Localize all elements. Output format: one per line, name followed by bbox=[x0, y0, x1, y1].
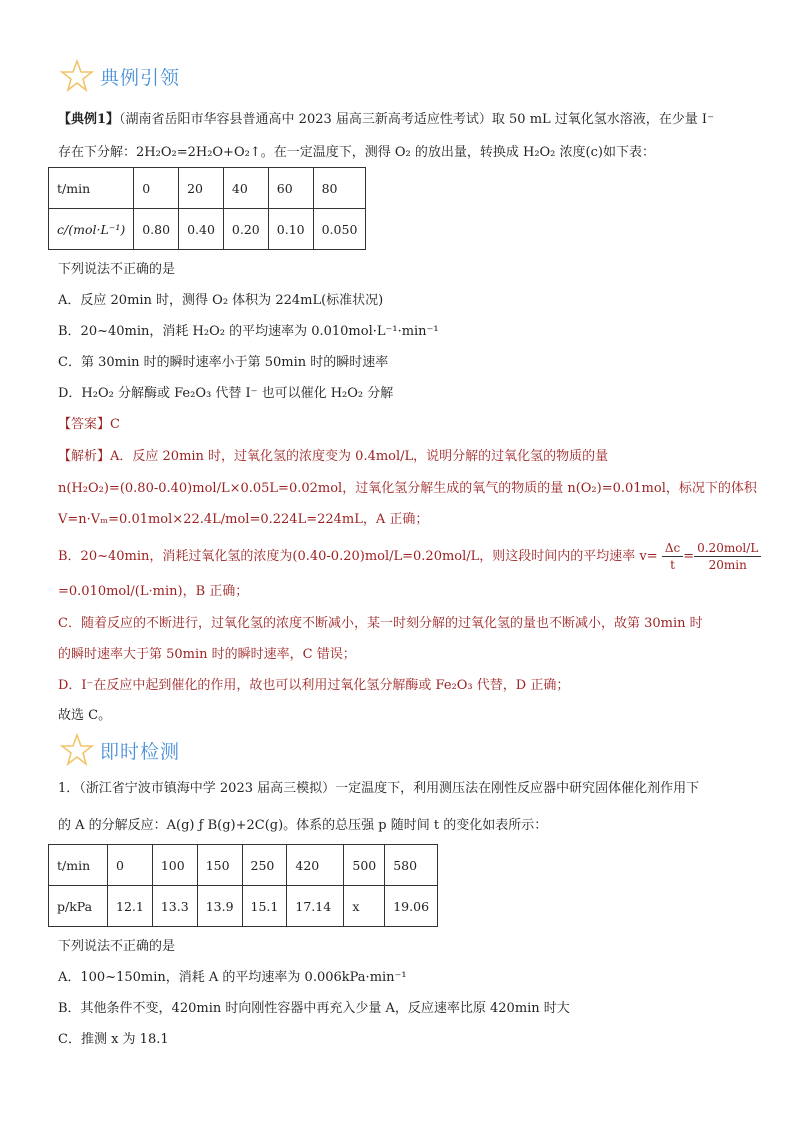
table-cell: 100 bbox=[152, 845, 197, 886]
option-c: C．第 30min 时的瞬时速率小于第 50min 时的瞬时速率 bbox=[58, 355, 389, 370]
table-row bbox=[49, 845, 438, 886]
table-cell: 20 bbox=[179, 168, 224, 209]
fraction-denominator: t bbox=[670, 558, 675, 572]
section-header-check bbox=[60, 730, 180, 770]
table-cell: p/kPa bbox=[49, 886, 108, 927]
option-d: D．H₂O₂ 分解酶或 Fe₂O₃ 代替 I⁻ 也可以催化 H₂O₂ 分解 bbox=[58, 386, 394, 401]
section-title: 典例引领 bbox=[100, 66, 181, 89]
analysis-line: V=n·Vₘ=0.01mol×22.4L/mol=0.224L=224mL，A 正确； bbox=[58, 512, 429, 527]
analysis-line: 【解析】A．反应 20min 时，过氧化氢的浓度变为 0.4mol/L，说明分解的过氧化氢的物质的量 bbox=[58, 449, 609, 464]
example-reaction-line: 存在下分解：2H₂O₂=2H₂O+O₂↑。在一定温度下，测得 O₂ 的放出量，转换成 H₂O₂ 浓度(c)如下表： bbox=[58, 145, 655, 160]
table-cell: 250 bbox=[242, 845, 287, 886]
table-cell: 60 bbox=[268, 168, 313, 209]
table-cell: 13.3 bbox=[152, 886, 197, 927]
analysis-line: D．I⁻在反应中起到催化的作用，故也可以利用过氧化氢分解酶或 Fe₂O₃ 代替，D 正确； bbox=[58, 678, 570, 693]
table-cell: 150 bbox=[197, 845, 242, 886]
table-row bbox=[49, 168, 366, 209]
option-a: A．100~150min，消耗 A 的平均速率为 0.006kPa·min⁻¹ bbox=[58, 970, 407, 985]
option-b: B．20~40min，消耗 H₂O₂ 的平均速率为 0.010mol·L⁻¹·min⁻¹ bbox=[58, 324, 439, 339]
question-1-intro: 1．（浙江省宁波市镇海中学 2023 届高三模拟）一定温度下，利用测压法在刚性反应器中研究固体催化剂作用下 bbox=[58, 781, 700, 796]
fraction-numerator: 0.20mol/L bbox=[694, 540, 761, 557]
table-cell: 580 bbox=[385, 845, 438, 886]
analysis-line: C．随着反应的不断进行，过氧化氢的浓度不断减小，某一时刻分解的过氧化氢的量也不断减小，故第 30min 时 bbox=[58, 616, 703, 631]
table-cell: 17.14 bbox=[287, 886, 344, 927]
example-source-text: （湖南省岳阳市华容县普通高中 2023 届高三新高考适应性考试）取 50 mL 过氧化氢水溶液，在少量 I⁻ bbox=[119, 112, 714, 127]
table-cell: 420 bbox=[287, 845, 344, 886]
table-cell: 13.9 bbox=[197, 886, 242, 927]
analysis-line: n(H₂O₂)=(0.80-0.40)mol/L×0.05L=0.02mol，过氧化氢分解生成的氧气的物质的量 n(O₂)=0.01mol，标况下的体积 bbox=[58, 481, 757, 496]
question-text: 下列说法不正确的是 bbox=[58, 262, 176, 277]
table-cell: 0.40 bbox=[179, 209, 224, 250]
pressure-table bbox=[48, 844, 438, 927]
table-cell: 80 bbox=[313, 168, 366, 209]
fraction-denominator: 20min bbox=[708, 558, 747, 572]
table-cell: 12.1 bbox=[108, 886, 153, 927]
table-row bbox=[49, 209, 366, 250]
analysis-line: 的瞬时速率大于第 50min 时的瞬时速率，C 错误； bbox=[58, 647, 356, 662]
analysis-line: =0.010mol/(L·min)，B 正确； bbox=[58, 584, 249, 599]
question-1-reaction: 的 A 的分解反应：A(g) ƒ B(g)+2C(g)。体系的总压强 p 随时间 t 的变化如表所示： bbox=[58, 818, 548, 833]
table-cell: 15.1 bbox=[242, 886, 287, 927]
option-b: B．其他条件不变，420min 时向刚性容器中再充入少量 A，反应速率比原 420min 时大 bbox=[58, 1001, 570, 1016]
fraction-numerator: Δc bbox=[662, 540, 683, 557]
star-icon bbox=[60, 733, 94, 767]
table-cell: 0.80 bbox=[134, 209, 179, 250]
fraction-delta-c-over-t bbox=[662, 540, 683, 573]
star-icon bbox=[60, 59, 94, 93]
table-cell: 0.20 bbox=[223, 209, 268, 250]
concentration-table bbox=[48, 167, 366, 250]
table-cell: t/min bbox=[49, 845, 108, 886]
table-cell: x bbox=[344, 886, 385, 927]
option-a: A．反应 20min 时，测得 O₂ 体积为 224mL(标准状况) bbox=[58, 293, 384, 308]
answer-label: 【答案】C bbox=[58, 417, 120, 432]
conclusion-text: 故选 C。 bbox=[58, 708, 112, 723]
table-cell: c/(mol·L⁻¹) bbox=[49, 209, 134, 250]
fraction-value bbox=[694, 540, 761, 573]
option-c: C．推测 x 为 18.1 bbox=[58, 1032, 169, 1047]
analysis-line-rate: B．20~40min，消耗过氧化氢的浓度为(0.40-0.20)mol/L=0.20mol/L，则这段时间内的平均速率 v= $\frac{\Delta c}{t}$ = $\frac{\text{0.20mol/L}}{20\min}$ bbox=[58, 540, 761, 574]
table-cell: 19.06 bbox=[385, 886, 438, 927]
table-cell: 0 bbox=[134, 168, 179, 209]
section-title: 即时检测 bbox=[100, 740, 181, 763]
table-cell: t/min bbox=[49, 168, 134, 209]
question-text: 下列说法不正确的是 bbox=[58, 939, 176, 954]
table-row bbox=[49, 886, 438, 927]
table-cell: 0 bbox=[108, 845, 153, 886]
table-cell: 40 bbox=[223, 168, 268, 209]
table-cell: 0.10 bbox=[268, 209, 313, 250]
analysis-text: B．20~40min，消耗过氧化氢的浓度为(0.40-0.20)mol/L=0.20mol/L，则这段时间内的平均速率 v= bbox=[58, 549, 658, 564]
table-cell: 500 bbox=[344, 845, 385, 886]
section-header-example bbox=[60, 56, 180, 96]
example-label: 【典例1】 bbox=[58, 112, 120, 127]
example-intro-line bbox=[58, 110, 714, 130]
table-cell: 0.050 bbox=[313, 209, 366, 250]
